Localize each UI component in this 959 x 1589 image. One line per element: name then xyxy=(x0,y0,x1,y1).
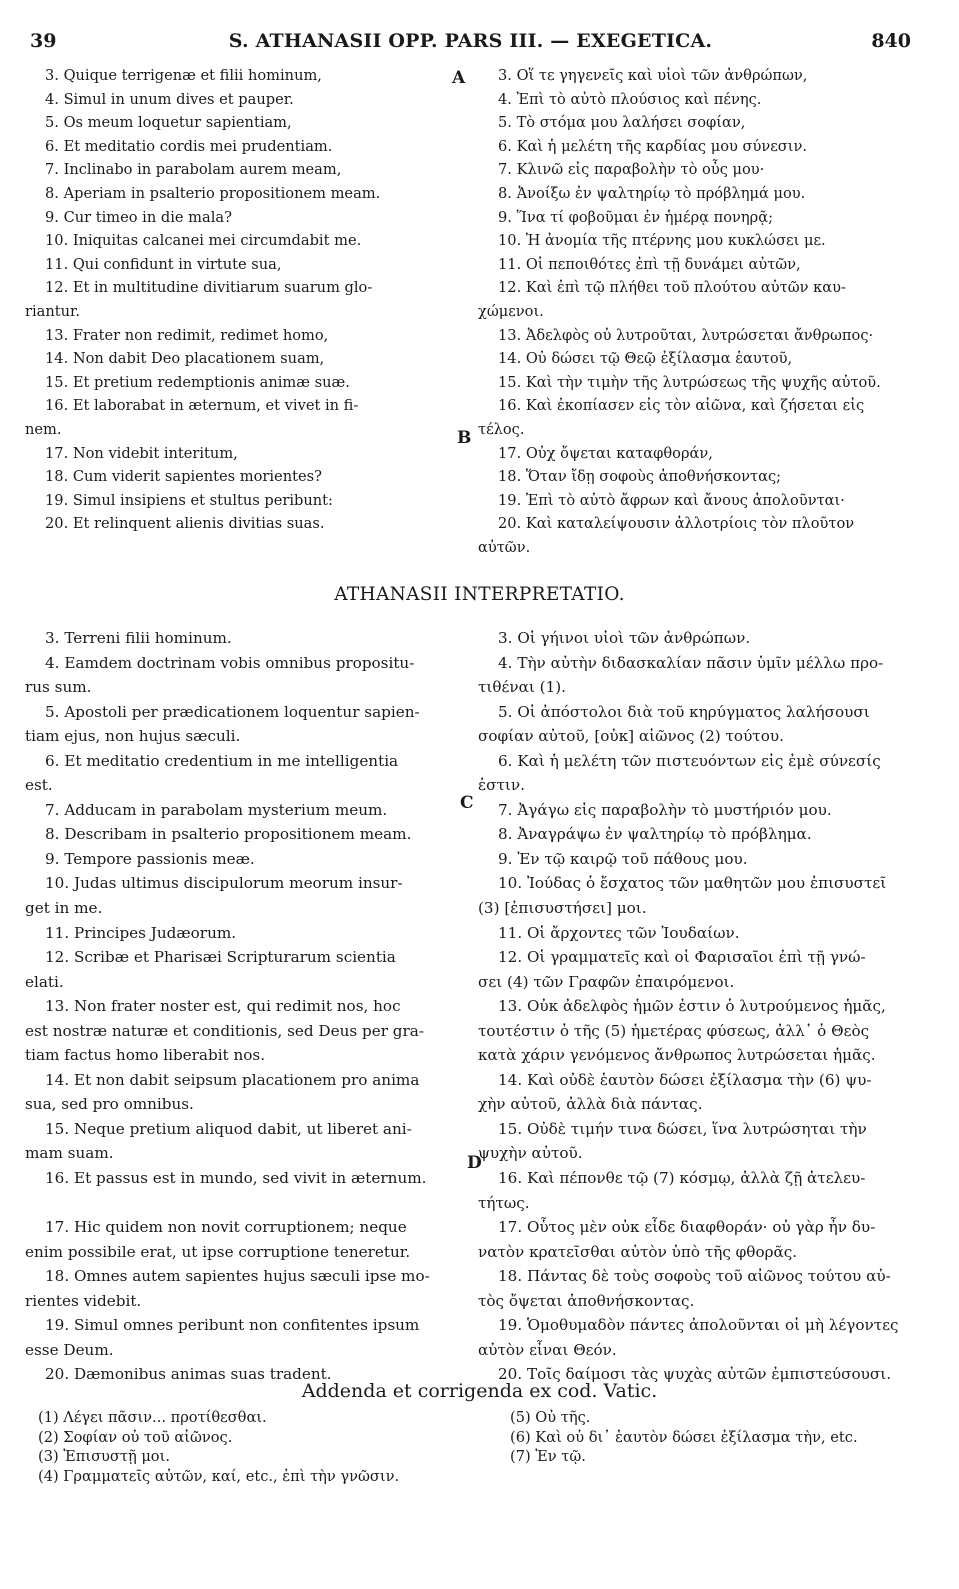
latin-interpretation-line: 14. Et non dabit seipsum placationem pro anima xyxy=(45,1070,420,1089)
greek-verse-line: 15. Καὶ τὴν τιμὴν τῆς λυτρώσεως τῆς ψυχῆς αὐτοῦ. xyxy=(498,373,881,391)
latin-verse-line: 8. Aperiam in psalterio propositionem meam. xyxy=(45,184,381,202)
latin-verse-line: 6. Et meditatio cordis mei prudentiam. xyxy=(45,137,333,155)
greek-verse-line: τέλος. xyxy=(478,420,525,438)
margin-marker-d: D xyxy=(467,1153,482,1173)
greek-psalm-column xyxy=(478,64,923,559)
latin-interpretation-line: 13. Non frater noster est, qui redimit nos, hoc xyxy=(45,997,401,1016)
page-header xyxy=(30,30,911,58)
greek-interpretation-line: σοφίαν αὐτοῦ, [οὐκ] αἰῶνος (2) τούτου. xyxy=(478,727,784,746)
greek-verse-line: 18. Ὅταν ἴδῃ σοφοὺς ἀποθνήσκοντας; xyxy=(498,468,782,486)
greek-interpretation-line: τήτως. xyxy=(478,1193,530,1212)
latin-verse-line: 9. Cur timeo in die mala? xyxy=(45,208,232,226)
greek-interpretation-line: νατὸν κρατεῖσθαι αὐτὸν ὑπὸ τῆς φθορᾶς. xyxy=(478,1242,798,1261)
greek-interpretation-line: 13. Οὐκ ἀδελφὸς ἡμῶν ἐστιν ὁ λυτρούμενος ἡμᾶς, xyxy=(498,997,886,1016)
greek-interpretation-line: τουτέστιν ὁ τῆς (5) ἡμετέρας φύσεως, ἀλλ᾽ ὁ Θεὸς xyxy=(478,1021,870,1040)
latin-verse-line: 4. Simul in unum dives et pauper. xyxy=(45,90,294,108)
margin-marker-a: A xyxy=(452,68,466,88)
addenda-right-column xyxy=(510,1408,930,1467)
addenda-left-column xyxy=(38,1408,488,1486)
latin-interpretation-line: rus sum. xyxy=(25,678,92,697)
section-title: ATHANASII INTERPRETATIO. xyxy=(334,584,625,605)
greek-verse-line: 16. Καὶ ἐκοπίασεν εἰς τὸν αἰῶνα, καὶ ζήσεται εἰς xyxy=(498,397,865,415)
greek-interpretation-line: 12. Οἱ γραμματεῖς καὶ οἱ Φαρισαῖοι ἐπὶ τῇ γνώ- xyxy=(498,948,866,967)
greek-interpretation-line: ψυχὴν αὐτοῦ. xyxy=(478,1144,583,1163)
latin-interpretation-line: 8. Describam in psalterio propositionem meam. xyxy=(45,825,412,844)
page-number-left: 39 xyxy=(30,30,57,52)
greek-interpretation-line: τὸς ὄψεται ἀποθνήσκοντας. xyxy=(478,1291,695,1310)
greek-verse-line: 17. Οὐχ ὄψεται καταφθοράν, xyxy=(498,444,713,462)
greek-interpretation-line: 6. Καὶ ἡ μελέτη τῶν πιστευόντων εἰς ἐμὲ σύνεσίς xyxy=(498,751,881,770)
latin-verse-line: 16. Et laborabat in æternum, et vivet in fi- xyxy=(45,397,359,415)
latin-interpretation-line: 9. Tempore passionis meæ. xyxy=(45,849,255,868)
greek-verse-line: χώμενοι. xyxy=(478,302,544,320)
running-title: S. ATHANASII OPP. PARS III. — EXEGETICA. xyxy=(228,30,713,52)
greek-interpretation-line: 8. Ἀναγράψω ἐν ψαλτηρίῳ τὸ πρόβλημα. xyxy=(498,825,812,844)
greek-verse-line: 8. Ἀνοίξω ἐν ψαλτηρίῳ τὸ πρόβλημά μου. xyxy=(498,184,806,202)
latin-interpretation-line: 10. Judas ultimus discipulorum meorum insur- xyxy=(45,874,403,893)
margin-marker-b: B xyxy=(457,428,472,448)
latin-interpretation-column xyxy=(25,626,473,1387)
latin-interpretation-line: 4. Eamdem doctrinam vobis omnibus propositu- xyxy=(45,653,415,672)
latin-verse-line: 14. Non dabit Deo placationem suam, xyxy=(45,350,325,368)
greek-interpretation-line: 15. Οὐδὲ τιμήν τινα δώσει, ἵνα λυτρώσηται τὴν xyxy=(498,1119,867,1138)
greek-interpretation-line: αὐτὸν εἶναι Θεόν. xyxy=(478,1340,617,1359)
greek-verse-line: 10. Ἡ ἀνομία τῆς πτέρνης μου κυκλώσει με. xyxy=(498,232,826,250)
latin-interpretation-line: est. xyxy=(25,776,53,795)
addenda-note: (3) Ἐπισυστῇ μοι. xyxy=(38,1448,170,1465)
greek-verse-line: 11. Οἱ πεποιθότες ἐπὶ τῇ δυνάμει αὐτῶν, xyxy=(498,255,801,273)
greek-interpretation-line: (3) [ἐπισυστήσει] μοι. xyxy=(478,899,647,918)
greek-interpretation-line: 20. Τοῖς δαίμοσι τὰς ψυχὰς αὐτῶν ἐμπιστεύσουσι. xyxy=(498,1365,892,1384)
greek-verse-line: 19. Ἐπὶ τὸ αὐτὸ ἄφρων καὶ ἄνους ἀπολοῦνται· xyxy=(498,491,845,509)
latin-interpretation-line: 11. Principes Judæorum. xyxy=(45,923,237,942)
greek-interpretation-line: 14. Καὶ οὐδὲ ἑαυτὸν δώσει ἐξίλασμα τὴν (6) ψυ- xyxy=(498,1070,872,1089)
latin-verse-line: 19. Simul insipiens et stultus peribunt: xyxy=(45,491,333,509)
greek-verse-line: 5. Τὸ στόμα μου λαλήσει σοφίαν, xyxy=(498,114,746,132)
latin-verse-line: 18. Cum viderit sapientes morientes? xyxy=(45,468,322,486)
greek-interpretation-line: τιθέναι (1). xyxy=(478,678,566,697)
latin-verse-line: 12. Et in multitudine divitiarum suarum glo- xyxy=(45,279,373,297)
greek-interpretation-line: 5. Οἱ ἀπόστολοι διὰ τοῦ κηρύγματος λαλήσουσι xyxy=(498,702,870,721)
latin-psalm-column xyxy=(25,64,455,536)
latin-verse-line: 10. Iniquitas calcanei mei circumdabit me. xyxy=(45,232,362,250)
greek-verse-line: 7. Κλινῶ εἰς παραβολὴν τὸ οὖς μου· xyxy=(498,161,765,179)
greek-verse-line: 12. Καὶ ἐπὶ τῷ πλήθει τοῦ πλούτου αὐτῶν καυ- xyxy=(498,279,846,297)
greek-verse-line: 9. Ἵνα τί φοβοῦμαι ἐν ἡμέρᾳ πονηρᾷ; xyxy=(498,208,774,226)
latin-interpretation-line: 20. Dæmonibus animas suas tradent. xyxy=(45,1365,332,1384)
addenda-note: (6) Καὶ οὐ δι᾽ ἑαυτὸν δώσει ἐξίλασμα τὴν, etc. xyxy=(510,1428,858,1446)
greek-interpretation-line: 18. Πάντας δὲ τοὺς σοφοὺς τοῦ αἰῶνος τούτου αὐ- xyxy=(498,1267,891,1286)
greek-verse-line: 3. Οἵ τε γηγενεῖς καὶ υἱοὶ τῶν ἀνθρώπων, xyxy=(498,67,808,84)
greek-interpretation-line: 19. Ὁμοθυμαδὸν πάντες ἀπολοῦνται οἱ μὴ λέγοντες xyxy=(498,1316,899,1335)
latin-verse-line: 17. Non videbit interitum, xyxy=(45,444,238,462)
latin-interpretation-line: tiam ejus, non hujus sæculi. xyxy=(25,727,241,746)
latin-interpretation-line: get in me. xyxy=(25,899,103,918)
page-number-right: 840 xyxy=(871,30,911,52)
greek-interpretation-line: 16. Καὶ πέπονθε τῷ (7) κόσμῳ, ἀλλὰ ζῇ ἀτελευ- xyxy=(498,1169,866,1188)
addenda-note: (7) Ἐν τῷ. xyxy=(510,1448,586,1465)
greek-interpretation-line: 11. Οἱ ἄρχοντες τῶν Ἰουδαίων. xyxy=(498,923,740,942)
latin-interpretation-line: esse Deum. xyxy=(25,1340,114,1359)
greek-verse-line: 13. Ἀδελφὸς οὐ λυτροῦται, λυτρώσεται ἄνθρωπος· xyxy=(498,326,874,344)
greek-interpretation-line: ἐστιν. xyxy=(478,776,525,795)
greek-interpretation-line: 9. Ἐν τῷ καιρῷ τοῦ πάθους μου. xyxy=(498,849,748,868)
greek-interpretation-column xyxy=(478,626,923,1387)
greek-interpretation-line: 17. Οὗτος μὲν οὐκ εἶδε διαφθοράν· οὐ γὰρ ἦν δυ- xyxy=(498,1218,876,1237)
greek-verse-line: αὐτῶν. xyxy=(478,538,531,556)
latin-interpretation-line: enim possibile erat, ut ipse corruptione teneretur. xyxy=(25,1242,411,1261)
latin-interpretation-line: rientes videbit. xyxy=(25,1291,142,1310)
greek-interpretation-line: 3. Οἱ γήινοι υἱοὶ τῶν ἀνθρώπων. xyxy=(498,629,751,647)
latin-interpretation-line: 16. Et passus est in mundo, sed vivit in æternum. xyxy=(45,1169,427,1188)
addenda-note: (4) Γραμματεῖς αὐτῶν, καί, etc., ἐπὶ τὴν γνῶσιν. xyxy=(38,1467,400,1485)
addenda-note: (2) Σοφίαν οὐ τοῦ αἰῶνος. xyxy=(38,1428,233,1446)
latin-interpretation-line: 7. Adducam in parabolam mysterium meum. xyxy=(45,800,388,819)
latin-interpretation-line: 17. Hic quidem non novit corruptionem; neque xyxy=(45,1218,407,1237)
latin-verse-line: 15. Et pretium redemptionis animæ suæ. xyxy=(45,373,350,391)
latin-interpretation-line: 3. Terreni filii hominum. xyxy=(45,629,232,647)
latin-verse-line: 3. Quique terrigenæ et filii hominum, xyxy=(45,67,322,84)
latin-interpretation-line: 6. Et meditatio credentium in me intelligentia xyxy=(45,751,399,770)
greek-verse-line: 20. Καὶ καταλείψουσιν ἀλλοτρίοις τὸν πλοῦτον xyxy=(498,515,855,533)
latin-interpretation-line: 15. Neque pretium aliquod dabit, ut liberet ani- xyxy=(45,1119,412,1138)
addenda-title: Addenda et corrigenda ex cod. Vatic. xyxy=(301,1380,658,1402)
greek-interpretation-line: 4. Τὴν αὐτὴν διδασκαλίαν πᾶσιν ὑμῖν μέλλω προ- xyxy=(498,653,884,672)
latin-verse-line: 13. Frater non redimit, redimet homo, xyxy=(45,326,329,344)
latin-verse-line: 7. Inclinabo in parabolam aurem meam, xyxy=(45,161,342,179)
greek-verse-line: 6. Καὶ ἡ μελέτη τῆς καρδίας μου σύνεσιν. xyxy=(498,137,807,155)
greek-interpretation-line: 10. Ἰούδας ὁ ἔσχατος τῶν μαθητῶν μου ἐπισυστεῖ xyxy=(498,874,887,893)
greek-interpretation-line: χὴν αὐτοῦ, ἀλλὰ διὰ πάντας. xyxy=(478,1095,703,1114)
latin-interpretation-line: 5. Apostoli per prædicationem loquentur sapien- xyxy=(45,702,420,721)
latin-interpretation-line: 18. Omnes autem sapientes hujus sæculi ipse mo- xyxy=(45,1267,430,1286)
latin-interpretation-line: elati. xyxy=(25,972,64,991)
addenda-note: (5) Οὐ τῆς. xyxy=(510,1409,591,1426)
latin-interpretation-line: tiam factus homo liberabit nos. xyxy=(25,1046,266,1065)
greek-verse-line: 4. Ἐπὶ τὸ αὐτὸ πλούσιος καὶ πένης. xyxy=(498,90,762,108)
greek-interpretation-line: κατὰ χάριν γενόμενος ἄνθρωπος λυτρώσεται ἡμᾶς. xyxy=(478,1046,876,1065)
margin-marker-c: C xyxy=(460,793,474,813)
latin-interpretation-line: sua, sed pro omnibus. xyxy=(25,1095,194,1114)
latin-verse-line: 20. Et relinquent alienis divitias suas. xyxy=(45,515,325,533)
latin-interpretation-line xyxy=(25,1191,473,1216)
latin-verse-line: 11. Qui confidunt in virtute sua, xyxy=(45,255,282,273)
latin-interpretation-line: 12. Scribæ et Pharisæi Scripturarum scientia xyxy=(45,948,396,967)
greek-verse-line: 14. Οὐ δώσει τῷ Θεῷ ἐξίλασμα ἑαυτοῦ, xyxy=(498,350,793,368)
latin-interpretation-line: mam suam. xyxy=(25,1144,114,1163)
latin-verse-line: 5. Os meum loquetur sapientiam, xyxy=(45,114,292,132)
latin-interpretation-line: 19. Simul omnes peribunt non confitentes ipsum xyxy=(45,1316,420,1335)
latin-verse-line: riantur. xyxy=(25,302,81,320)
greek-interpretation-line: σει (4) τῶν Γραφῶν ἐπαιρόμενοι. xyxy=(478,972,735,991)
latin-interpretation-line: est nostræ naturæ et conditionis, sed Deus per gra- xyxy=(25,1021,424,1040)
addenda-note: (1) Λέγει πᾶσιν... προτίθεσθαι. xyxy=(38,1409,267,1426)
greek-interpretation-line: 7. Ἀγάγω εἰς παραβολὴν τὸ μυστήριόν μου. xyxy=(498,800,832,819)
latin-verse-line: nem. xyxy=(25,420,62,438)
